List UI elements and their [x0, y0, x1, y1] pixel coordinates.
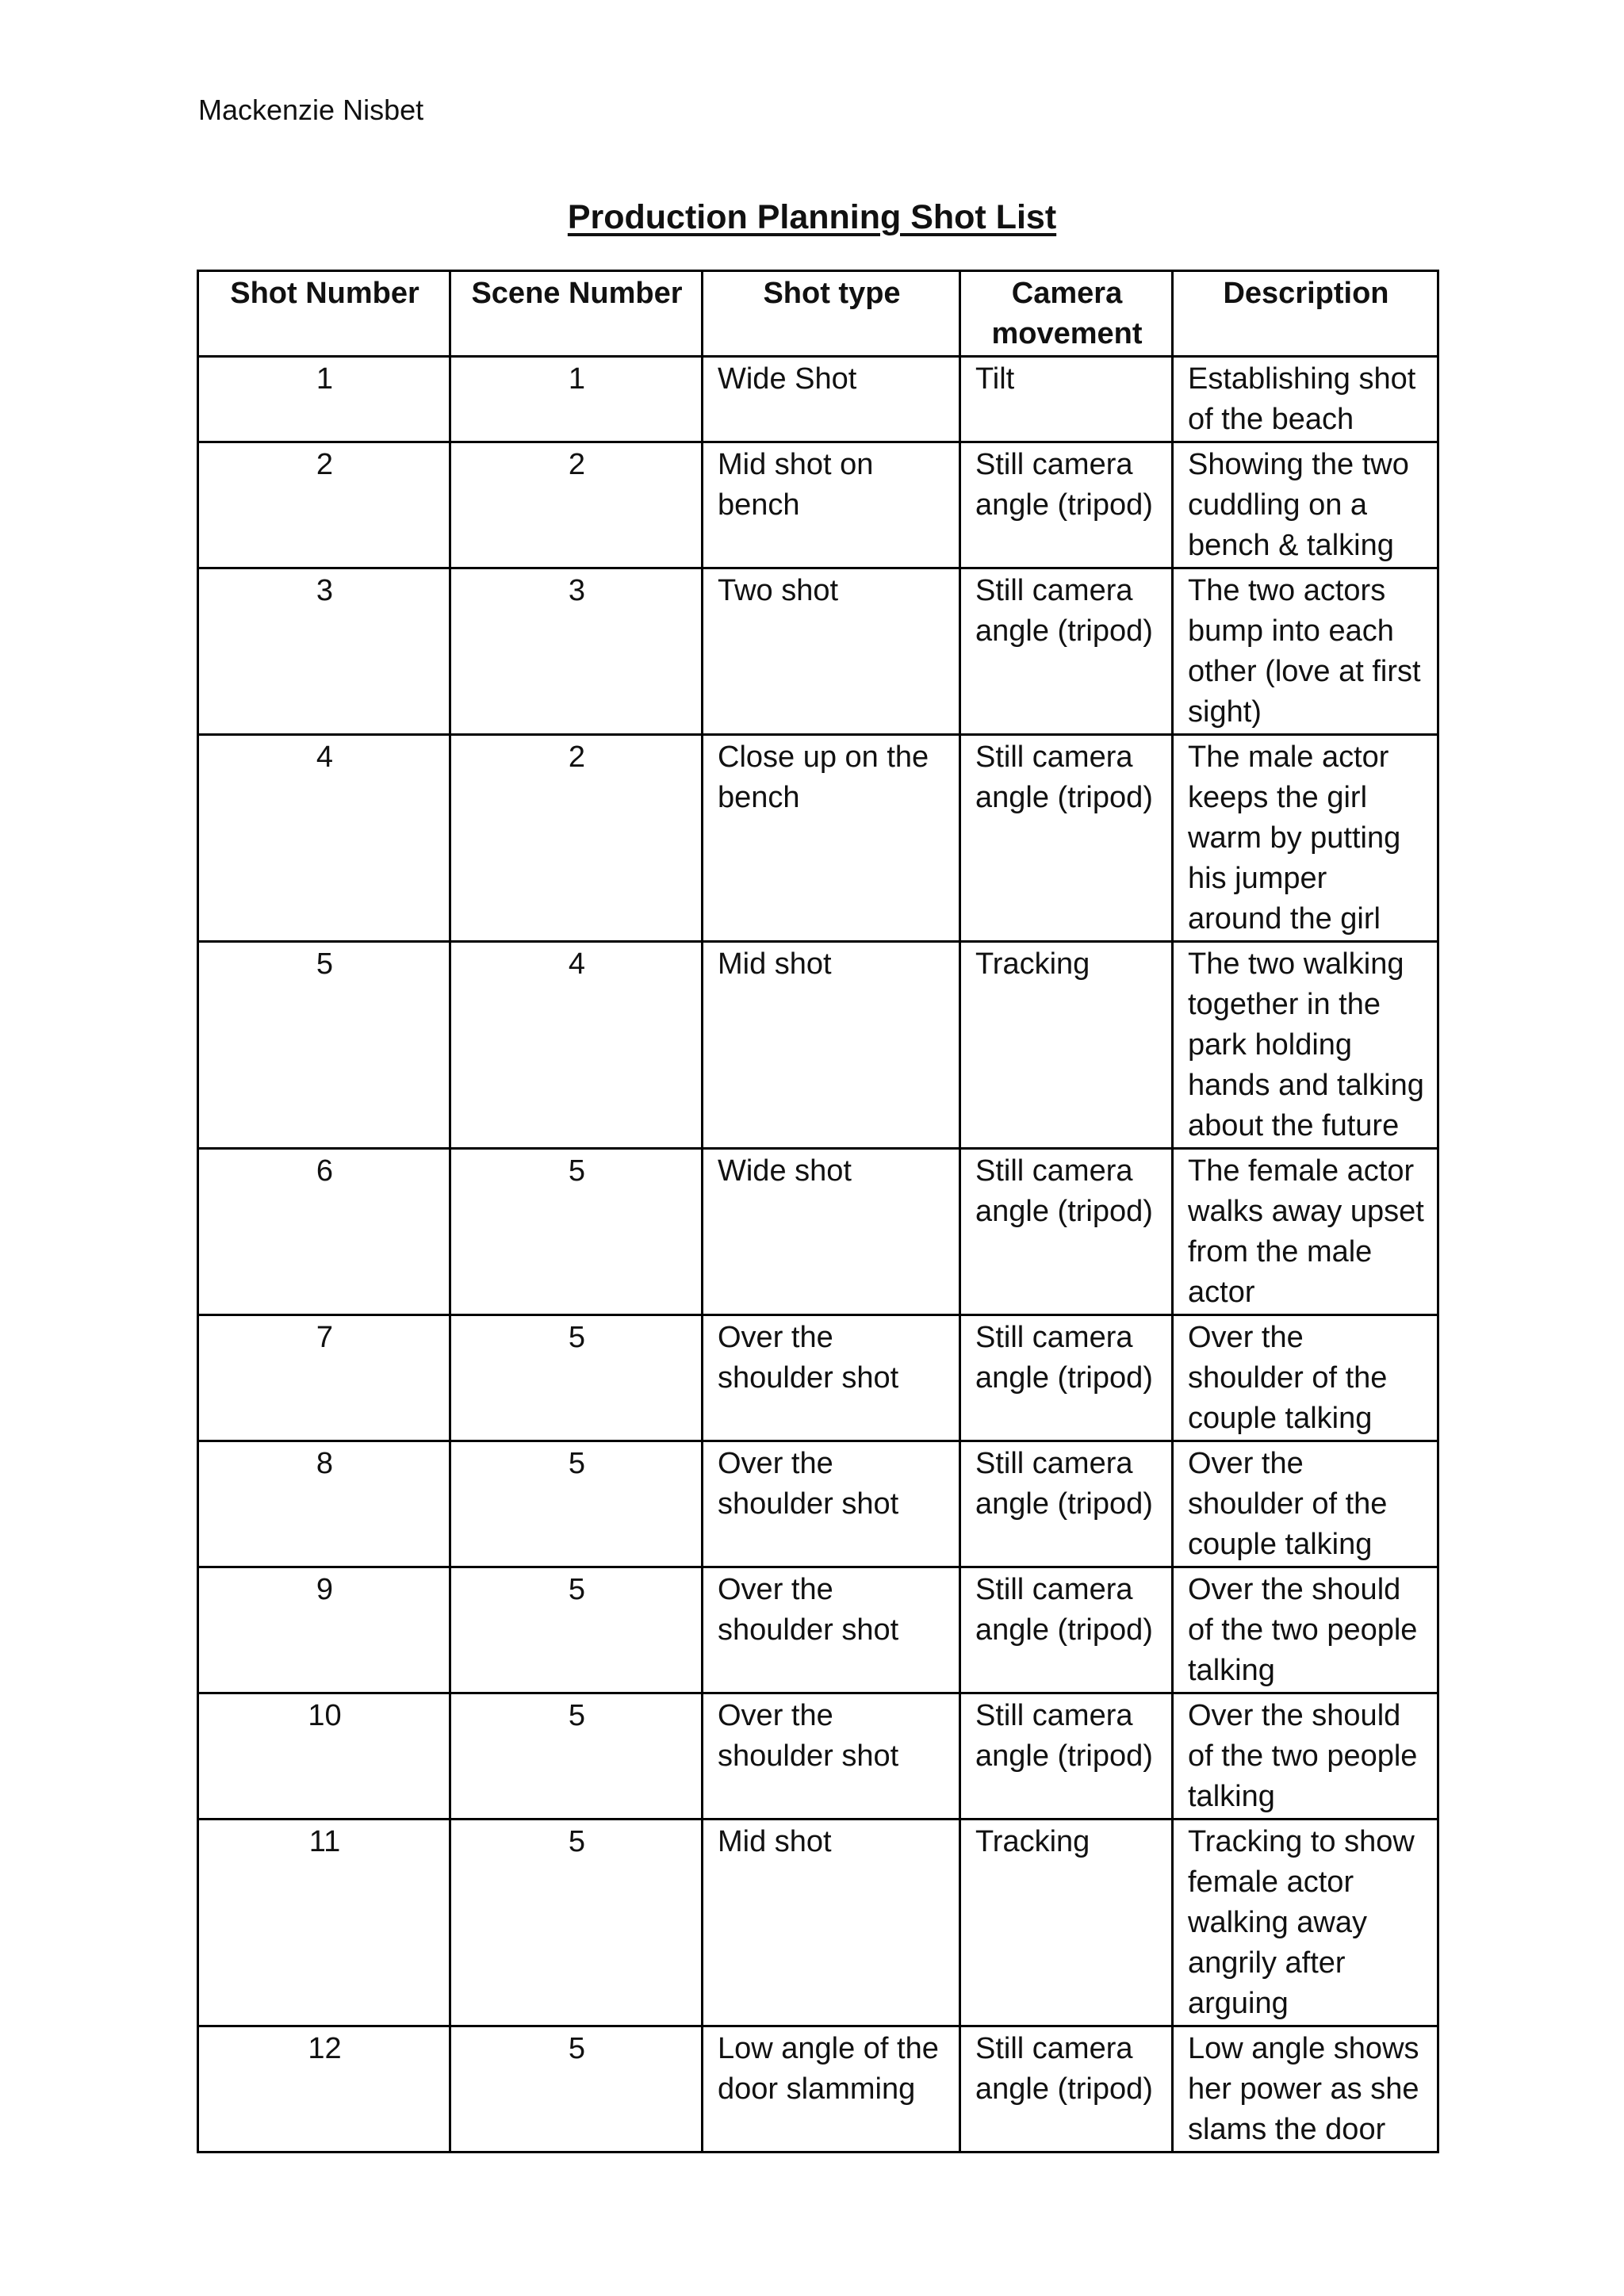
description-cell: Over the should of the two people talking [1173, 1693, 1438, 1820]
description-cell: The male actor keeps the girl warm by putting his jumper around the girl [1173, 735, 1438, 942]
scene-number-cell: 5 [450, 1693, 703, 1820]
shot-number-cell: 1 [198, 357, 450, 442]
shot-type-cell: Over the shoulder shot [703, 1315, 960, 1441]
description-cell: Over the shoulder of the couple talking [1173, 1441, 1438, 1567]
shot-type-cell: Over the shoulder shot [703, 1693, 960, 1820]
shot-type-cell: Close up on the bench [703, 735, 960, 942]
shot-number-cell: 2 [198, 442, 450, 568]
scene-number-cell: 5 [450, 1149, 703, 1315]
table-row [198, 2026, 1438, 2152]
description-cell: Over the should of the two people talking [1173, 1567, 1438, 1693]
table-row [198, 1315, 1438, 1441]
table-row [198, 568, 1438, 735]
shot-type-cell: Mid shot on bench [703, 442, 960, 568]
scene-number-cell: 5 [450, 1567, 703, 1693]
table-row [198, 1567, 1438, 1693]
description-cell: Showing the two cuddling on a bench & talking [1173, 442, 1438, 568]
table-row [198, 1693, 1438, 1820]
table-header-row [198, 271, 1438, 357]
scene-number-cell: 2 [450, 442, 703, 568]
camera-movement-cell: Tracking [960, 1820, 1173, 2026]
shot-number-cell: 12 [198, 2026, 450, 2152]
scene-number-cell: 5 [450, 1315, 703, 1441]
description-cell: Over the shoulder of the couple talking [1173, 1315, 1438, 1441]
camera-movement-cell: Still camera angle (tripod) [960, 1693, 1173, 1820]
table-row [198, 442, 1438, 568]
camera-movement-cell: Still camera angle (tripod) [960, 442, 1173, 568]
shot-number-cell: 7 [198, 1315, 450, 1441]
table-row [198, 1149, 1438, 1315]
table-row [198, 357, 1438, 442]
scene-number-cell: 4 [450, 942, 703, 1149]
shot-number-cell: 9 [198, 1567, 450, 1693]
camera-movement-cell: Still camera angle (tripod) [960, 568, 1173, 735]
shot-number-cell: 4 [198, 735, 450, 942]
header-description: Description [1173, 271, 1438, 357]
camera-movement-cell: Tilt [960, 357, 1173, 442]
header-scene-number: Scene Number [450, 271, 703, 357]
author-name: Mackenzie Nisbet [198, 94, 424, 126]
shot-number-cell: 3 [198, 568, 450, 735]
shot-number-cell: 10 [198, 1693, 450, 1820]
camera-movement-cell: Still camera angle (tripod) [960, 1441, 1173, 1567]
shot-number-cell: 6 [198, 1149, 450, 1315]
scene-number-cell: 2 [450, 735, 703, 942]
description-cell: The two actors bump into each other (love at first sight) [1173, 568, 1438, 735]
camera-movement-cell: Still camera angle (tripod) [960, 735, 1173, 942]
shot-type-cell: Wide shot [703, 1149, 960, 1315]
shot-number-cell: 8 [198, 1441, 450, 1567]
scene-number-cell: 5 [450, 1820, 703, 2026]
shot-type-cell: Two shot [703, 568, 960, 735]
table-row [198, 942, 1438, 1149]
scene-number-cell: 3 [450, 568, 703, 735]
description-cell: Tracking to show female actor walking away angrily after arguing [1173, 1820, 1438, 2026]
scene-number-cell: 5 [450, 1441, 703, 1567]
shot-type-cell: Low angle of the door slamming [703, 2026, 960, 2152]
page-title: Production Planning Shot List [567, 198, 1057, 236]
description-cell: The two walking together in the park holding hands and talking about the future [1173, 942, 1438, 1149]
table-row [198, 1441, 1438, 1567]
shot-type-cell: Over the shoulder shot [703, 1567, 960, 1693]
shot-type-cell: Over the shoulder shot [703, 1441, 960, 1567]
table-row [198, 735, 1438, 942]
description-cell: The female actor walks away upset from the male actor [1173, 1149, 1438, 1315]
shot-number-cell: 11 [198, 1820, 450, 2026]
header-camera-movement: Camera movement [960, 271, 1173, 357]
shot-type-cell: Mid shot [703, 942, 960, 1149]
camera-movement-cell: Still camera angle (tripod) [960, 1567, 1173, 1693]
camera-movement-cell: Still camera angle (tripod) [960, 1315, 1173, 1441]
description-cell: Low angle shows her power as she slams the door [1173, 2026, 1438, 2152]
camera-movement-cell: Tracking [960, 942, 1173, 1149]
shot-number-cell: 5 [198, 942, 450, 1149]
description-cell: Establishing shot of the beach [1173, 357, 1438, 442]
camera-movement-cell: Still camera angle (tripod) [960, 1149, 1173, 1315]
camera-movement-cell: Still camera angle (tripod) [960, 2026, 1173, 2152]
scene-number-cell: 1 [450, 357, 703, 442]
scene-number-cell: 5 [450, 2026, 703, 2152]
shot-list-table [197, 270, 1439, 2153]
table-row [198, 1820, 1438, 2026]
header-shot-type: Shot type [703, 271, 960, 357]
shot-type-cell: Wide Shot [703, 357, 960, 442]
header-shot-number: Shot Number [198, 271, 450, 357]
shot-type-cell: Mid shot [703, 1820, 960, 2026]
